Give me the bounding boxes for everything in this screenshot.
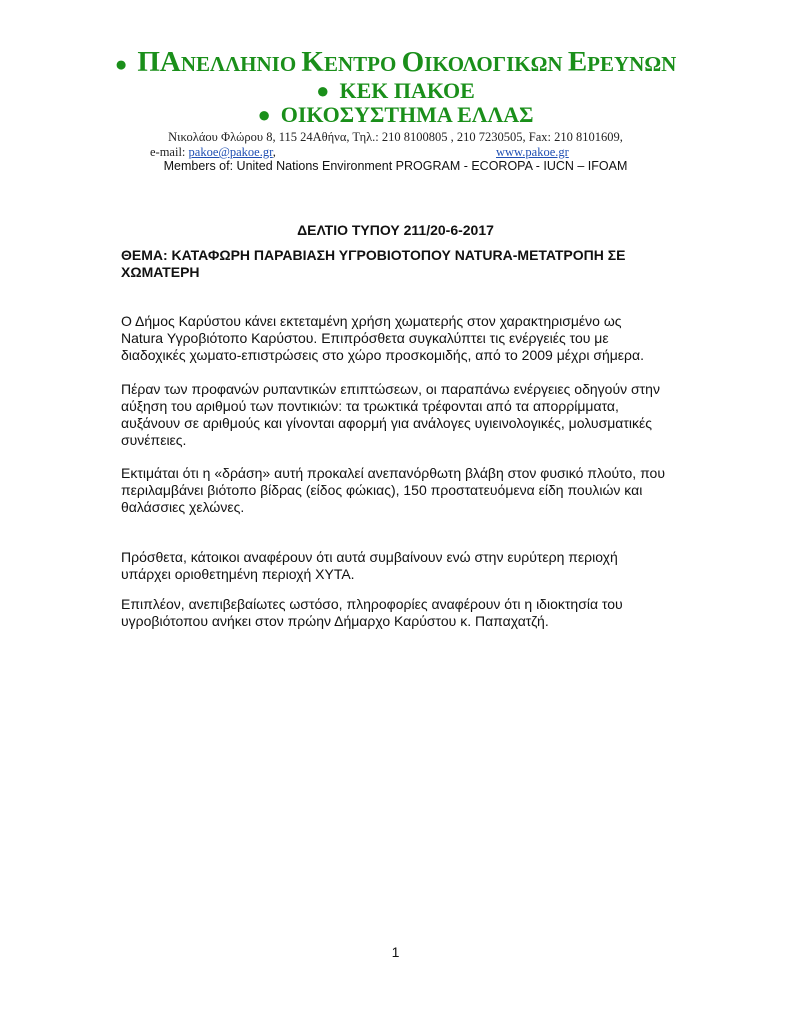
- kek-pakoe-line: [0, 78, 791, 104]
- subject-line: ΧΩΜΑΤΕΡΗ: [121, 264, 200, 280]
- paragraph-3: [121, 465, 681, 516]
- text-line: Ο Δήμος Καρύστου κάνει εκτεταμένη χρήση χωματερής στον χαρακτηρισμένο ως: [121, 313, 622, 329]
- members-line: Members of: United Nations Environment PROGRAM - ECOROPA - IUCN – IFOAM: [163, 159, 628, 173]
- email-label: e-mail:: [150, 145, 189, 159]
- text-line: αύξηση του αριθμού των ποντικιών: τα τρωκτικά τρέφονται από τα απορρίμματα,: [121, 398, 619, 414]
- org-word-2-initial: Κ: [301, 46, 324, 78]
- text-line: Πέραν των προφανών ρυπαντικών επιπτώσεων, οι παραπάνω ενέργειες οδηγούν στην: [121, 381, 660, 397]
- text-line: συνέπειες.: [121, 432, 187, 448]
- paragraph-1: [121, 313, 681, 364]
- paragraph-5: [121, 596, 681, 630]
- text-line: διαδοχικές χωματο-επιστρώσεις στο χώρο προσκομιδής, από το 2009 μέχρι σήμερα.: [121, 347, 644, 363]
- contact-address: Νικολάου Φλώρου 8, 115 24Αθήνα, Τηλ.: 210 8100805 , 210 7230505, Fax: 210 8101609,: [168, 130, 623, 144]
- org-word-1-rest: ΝΕΛΛΗΝΙΟ: [180, 52, 302, 76]
- ecosystem-line: [0, 102, 791, 128]
- bullet-icon: ●: [316, 78, 330, 103]
- bullet-icon: ●: [257, 102, 271, 127]
- email-suffix: ,: [272, 145, 276, 159]
- page-number: 1: [391, 944, 400, 960]
- text-line: υγροβιότοπου ανήκει στον πρώην Δήμαρχο Καρύστου κ. Παπαχατζή.: [121, 613, 549, 629]
- org-word-3-rest: ΙΚΟΛΟΓΙΚΩΝ: [424, 52, 568, 76]
- subject-line: ΘΕΜΑ: ΚΑΤΑΦΩΡΗ ΠΑΡΑΒΙΑΣΗ ΥΓΡΟΒΙΟΤΟΠΟΥ NATURA-ΜΕΤΑΤΡΟΠΗ ΣΕ: [121, 247, 626, 263]
- org-word-4-rest: ΡΕΥΝΩΝ: [587, 52, 677, 76]
- text-line: θαλάσσιες χελώνες.: [121, 499, 245, 515]
- email-link[interactable]: pakoe@pakoe.gr: [188, 145, 273, 159]
- email-row: [150, 145, 276, 160]
- text-line: Εκτιμάται ότι η «δράση» αυτή προκαλεί ανεπανόρθωτη βλάβη στον φυσικό πλούτο, που: [121, 465, 665, 481]
- org-word-3-initial: Ο: [401, 46, 425, 78]
- text-line: περιλαμβάνει βιότοπο βίδρας (είδος φώκιας), 150 προστατευόμενα είδη πουλιών και: [121, 482, 643, 498]
- text-line: αυξάνουν σε αριθμούς και γίνονται αφορμή για ανάλογες υγιεινολογικές, μολυσματικές: [121, 415, 653, 431]
- paragraph-4: [121, 549, 681, 583]
- kek-pakoe-text: ΚΕΚ ΠΑΚΟΕ: [339, 78, 475, 103]
- org-word-2-rest: ΕΝΤΡΟ: [323, 52, 402, 76]
- text-line: Πρόσθετα, κάτοικοι αναφέρουν ότι αυτά συμβαίνουν ενώ στην ευρύτερη περιοχή: [121, 549, 618, 565]
- org-word-1-initial: ΠΑ: [137, 46, 181, 78]
- text-line: Natura Υγροβιότοπο Καρύστου. Επιπρόσθετα συγκαλύπτει τις ενέργειές του με: [121, 330, 609, 346]
- text-line: Επιπλέον, ανεπιβεβαίωτες ωστόσο, πληροφορίες αναφέρουν ότι η ιδιοκτησία του: [121, 596, 623, 612]
- bullet-icon: ●: [114, 52, 128, 76]
- subject-heading: [121, 247, 681, 281]
- press-release-title: ΔΕΛΤΙΟ ΤΥΠΟΥ 211/20-6-2017: [297, 222, 494, 238]
- ecosystem-text: ΟΙΚΟΣΥΣΤΗΜΑ ΕΛΛΑΣ: [280, 102, 534, 127]
- website-link[interactable]: www.pakoe.gr: [496, 145, 569, 159]
- text-line: υπάρχει οριοθετημένη περιοχή ΧΥΤΑ.: [121, 566, 355, 582]
- org-word-4-initial: Ε: [567, 46, 588, 78]
- organization-name: [0, 46, 791, 79]
- paragraph-2: [121, 381, 681, 449]
